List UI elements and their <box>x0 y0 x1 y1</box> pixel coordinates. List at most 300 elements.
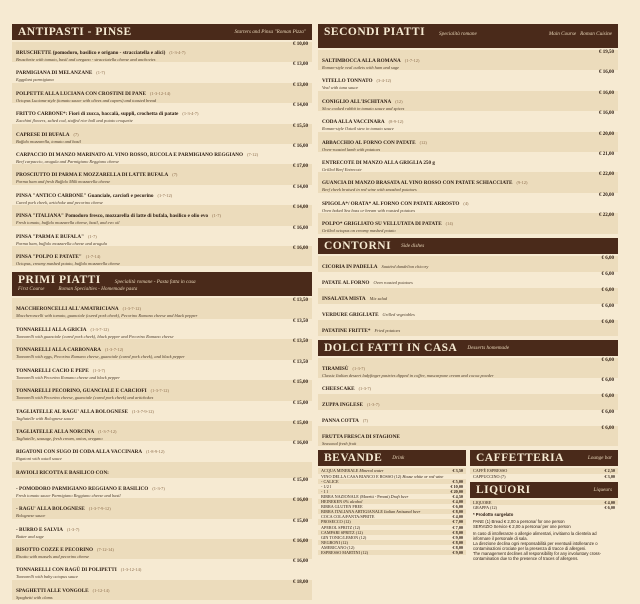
secondi-list <box>318 50 618 234</box>
primi-header <box>12 272 312 296</box>
liquori-title: LIQUORI <box>476 483 531 496</box>
menu-item-text <box>322 193 595 213</box>
drink-item-name: BIRRA GLUTEN FREE <box>321 504 363 510</box>
menu-item-name: RIGATONI CON SUGO DI CODA ALLA VACCINARA <box>16 449 143 456</box>
drink-item-price: € 7,00 <box>452 524 463 530</box>
drink-item-allergens: (12) <box>489 504 497 510</box>
menu-item-price: € 13,50 <box>293 339 308 345</box>
menu-item-line <box>322 50 595 66</box>
menu-item-price: € 6,00 <box>601 255 614 261</box>
liquori-subtitle: Liqueurs <box>593 486 612 493</box>
menu-item-text <box>322 358 598 378</box>
menu-item-text <box>16 124 289 144</box>
menu-item-desc: Beef cheek braised in red wine with smashed potatoes <box>322 187 417 193</box>
menu-item <box>318 426 618 446</box>
drink-item-allergens: (12) <box>361 549 368 555</box>
menu-item-allergens: (1-3-7-12) <box>122 306 141 312</box>
menu-item-name: CHEESCAKE <box>322 386 355 393</box>
drink-item-desc: 0% alcohol <box>343 499 363 505</box>
contorni-subtitle: Side dishes <box>401 242 425 249</box>
drink-item-price: € 3,00 <box>604 473 615 479</box>
drink-item-name: AMERICANO <box>321 544 347 550</box>
menu-item-price: € 13,50 <box>293 318 308 324</box>
drink-item-price: € 20,00 <box>450 488 463 494</box>
note-allergie: In caso di intolleranze o allergie alimentari, invitiamo la clientela ad informare il personale di sala. <box>473 530 597 541</box>
menu-item-desc: Sautéed dandelion chicory <box>381 263 429 269</box>
drink-item-price: € 8,00 <box>452 529 463 535</box>
menu-item <box>12 205 312 225</box>
menu-item-price: € 16,00 <box>599 70 614 76</box>
menu-item-allergens: (12) <box>395 98 403 104</box>
menu-item-allergens: (8-9-12) <box>388 119 404 125</box>
menu-item-line <box>16 401 289 417</box>
left-page <box>12 24 312 604</box>
drink-item-name: - CALICE <box>321 478 339 484</box>
drink-item-name: CAMPARI SPRITZ <box>321 529 355 535</box>
drinks-area <box>318 450 618 562</box>
menu-item-text <box>322 410 598 426</box>
caffetteria-header <box>470 450 618 466</box>
menu-item-text <box>16 226 289 246</box>
menu-item-desc: Tonnarelli with Pecorino cheese, guanciale (cured pork cheek) and artichokes <box>16 395 154 401</box>
caffetteria-column <box>470 450 618 562</box>
liquori-list <box>470 500 618 510</box>
menu-item-line <box>322 272 598 288</box>
menu-item-price: € 16,00 <box>293 441 308 447</box>
menu-item-desc: Oven-roasted lamb with potatoes <box>322 146 381 152</box>
menu-item-name: FRUTTA FRESCA DI STAGIONE <box>322 434 400 441</box>
drink-item-text <box>473 474 505 479</box>
menu-item-desc: Fresh tomato, buffalo mozzarella cheese, basil, and evo oil <box>16 220 120 226</box>
menu-item-desc: Parma ham, buffalo mozzarella cheese and arugula <box>16 240 107 246</box>
menu-item-name: CODA ALLA VACCINARA <box>322 119 385 126</box>
menu-item-text <box>16 462 304 478</box>
menu-item-desc: Octopus Luciana-style (tomato sauce with olives and capers) and toasted bread <box>16 97 157 103</box>
antipasti-subtitle: Starters and Pinsa "Roman Pizza" <box>234 29 306 35</box>
menu-item-text <box>16 539 289 559</box>
menu-item-line <box>16 441 289 457</box>
secondi-title: SECONDI PIATTI <box>324 26 426 38</box>
menu-item-name: ENTRECOTE DI MANZO ALLA GRIGLIA 250 g <box>322 160 435 167</box>
menu-item-allergens: (1-3-7-9-12) <box>131 408 154 414</box>
menu-item <box>12 185 312 205</box>
menu-item-name: - POMODORO PARMIGIANO REGGIANO E BASILICO <box>16 485 149 492</box>
menu-item-name: ZUPPA INGLESE <box>322 402 363 409</box>
antipasti-title: ANTIPASTI - PINSE <box>18 26 132 38</box>
menu-item-text <box>16 144 289 164</box>
menu-item-price: € 16,00 <box>293 559 308 565</box>
menu-item-price: € 21,00 <box>599 152 614 158</box>
drink-item-name: NEGRONI <box>321 539 340 545</box>
menu-item-text <box>322 272 598 288</box>
drink-item-allergens: (12) <box>394 473 402 479</box>
menu-item-name: RISOTTO COZZE E PECORINO <box>16 546 94 553</box>
drink-item-name: CAFFÈ ESPRESSO <box>473 468 508 474</box>
menu-item-text <box>16 339 289 359</box>
menu-item-name: PINSA "ITALIANA" Pomodoro fresco, mozzarella di latte di bufala, basilico e olio evo <box>16 213 209 220</box>
menu-item-text <box>322 426 598 446</box>
menu-item-price: € 18,00 <box>293 579 308 585</box>
menu-item <box>318 288 618 304</box>
menu-item-name: BRUSCHETTE (pomodoro, basilico e origano - stracciatella e alici) <box>16 50 166 56</box>
drink-item-name: COCA COLA/FANTA/SPRITE <box>321 514 375 520</box>
drink-item-price: € 4,00 <box>452 514 463 520</box>
contorni-section <box>318 238 618 336</box>
menu-item <box>318 304 618 320</box>
menu-item-desc: Tonnarelli with Pecorino Romano cheese and black pepper <box>16 374 120 380</box>
menu-item-text <box>16 103 289 123</box>
menu-item-line <box>16 559 289 575</box>
menu-item-name: PINSA "PARMA E BUFALA" <box>16 233 84 240</box>
drink-item-allergens: (12) <box>359 534 367 540</box>
menu-item-price: € 16,00 <box>599 111 614 117</box>
menu-item-name: MACCHERONCELLI ALL'AMATRICIANA <box>16 306 119 313</box>
menu-item-price: € 15,00 <box>293 380 308 386</box>
menu-item-text <box>322 132 595 152</box>
menu-item-line <box>16 319 289 335</box>
menu-item-name: TONNARELLI ALLA GRICIA <box>16 326 87 333</box>
menu-item-allergens: (1-3-7-12) <box>150 388 169 394</box>
menu-item <box>318 213 618 233</box>
antipasti-section <box>12 24 312 266</box>
menu-item-price: € 20,00 <box>599 131 614 137</box>
menu-item <box>318 50 618 70</box>
menu-item-line <box>322 304 598 320</box>
bevande-subtitle: Drink <box>392 455 405 462</box>
drink-item-allergens: (12) <box>343 519 351 525</box>
menu-item <box>12 462 312 478</box>
menu-item-line <box>16 103 289 119</box>
menu-item-line <box>322 320 598 336</box>
primi-subtitle-en1: First Course <box>18 286 45 293</box>
drink-item-name: APEROL SPRITZ <box>321 524 353 530</box>
menu-item-text <box>16 498 289 518</box>
antipasti-header <box>12 24 312 40</box>
menu-item-allergens: (1-7) <box>212 213 221 219</box>
menu-item-line <box>322 111 595 127</box>
menu-item-name: GUANCIA DI MANZO BRASATA AL VINO ROSSO CON PATATE SCHIACCIATE <box>322 180 513 187</box>
menu-item <box>12 298 312 318</box>
dolci-list <box>318 358 618 447</box>
menu-item-price: € 16,00 <box>293 225 308 231</box>
menu-item <box>12 498 312 518</box>
menu-item-allergens: (1-3-7-12) <box>104 347 124 353</box>
menu-item-line <box>322 91 595 107</box>
menu-item-name: PANNA COTTA <box>322 418 359 425</box>
drink-item-name: ACQUA MINERALE <box>321 468 359 474</box>
menu-item-text <box>322 320 598 336</box>
drink-item-name: LIQUORE <box>473 499 492 505</box>
drink-item-price: € 7,00 <box>452 519 463 525</box>
drink-item-price: € 9,00 <box>452 534 463 540</box>
menu-item-allergens: (1-3-7) <box>352 365 365 371</box>
menu-item-desc: Classic Italian dessert ladyfinger pastries dipped in coffee, mascarpone cream and cocoa powder <box>322 372 494 378</box>
menu-item-desc: Veal with tuna sauce <box>322 85 359 91</box>
menu-item-name: PATATE AL FORNO <box>322 279 370 286</box>
menu-item <box>12 103 312 123</box>
menu-item <box>318 132 618 152</box>
secondi-subtitle-en1: Main Course <box>548 31 577 37</box>
drink-item-allergens: (12) <box>340 539 348 545</box>
drink-item-price: € 4,00 <box>452 499 463 505</box>
menu-item-price: € 14,00 <box>293 205 308 211</box>
menu-item-allergens: (7-12) <box>247 152 259 158</box>
menu-item-price: € 15,00 <box>293 518 308 524</box>
menu-item-desc: Slow cooked rabbit in tomato sauce and spices <box>322 105 405 111</box>
menu-item-line <box>16 246 289 262</box>
menu-item-desc: Fried potatoes <box>374 327 401 333</box>
menu-item <box>12 246 312 266</box>
menu-item-price: € 16,00 <box>293 144 308 150</box>
drink-item-allergens: (12) <box>355 529 363 535</box>
menu-item-name: TAGLIATELLE AL RAGU' ALLA BOLOGNESE <box>16 408 128 415</box>
menu-item-name: CARPACCIO DI MANZO MARINATO AL VINO ROSSO, RUCOLA E PARMIGIANO REGGIANO <box>16 152 244 159</box>
menu-item-text <box>16 185 289 205</box>
menu-item-price: € 6,00 <box>601 426 614 432</box>
caffetteria-subtitle: Lounge bar <box>587 455 612 462</box>
menu-item <box>12 441 312 461</box>
menu-item-desc: Roman-style veal cutlets with ham and sage <box>322 65 400 70</box>
menu-item-line <box>16 360 289 376</box>
menu-item-price: € 16,00 <box>293 246 308 252</box>
menu-item-allergens: (7-12-14) <box>97 546 114 552</box>
menu-item-desc: Cured pork cheek, artichoke and pecorino cheese <box>16 199 104 205</box>
menu-item-price: € 22,00 <box>599 172 614 178</box>
note-servizio: SERVIZIO Service € 2,00 a persona/ per one person <box>473 523 571 529</box>
drink-item-desc: Mineral water <box>359 468 384 474</box>
bevande-section <box>318 450 466 562</box>
menu-item-name: POLPO* GRIGLIATO SU VELLUTATA DI PATATE <box>322 221 442 228</box>
menu-item-allergens: (1-3-7-9-12) <box>88 506 111 512</box>
menu-item-desc: Rigatoni with oxtail sauce <box>16 456 62 462</box>
menu-item-line <box>322 132 595 148</box>
drink-item-desc: Italian Artisanal beer <box>384 509 421 515</box>
menu-item-allergens: (1-3-12-14) <box>120 567 142 573</box>
drink-item-price: € 6,00 <box>452 504 463 510</box>
drink-item-allergens: (12) <box>353 524 361 530</box>
menu-item-price: € 20,00 <box>599 192 614 198</box>
drink-item <box>318 550 466 555</box>
menu-item-text <box>16 42 289 62</box>
drink-item-name: - 1 l <box>321 488 328 494</box>
drink-item-price: € 3,50 <box>452 468 463 474</box>
menu-item-line <box>322 378 598 394</box>
menu-item <box>12 226 312 246</box>
antipasti-list <box>12 42 312 266</box>
menu-item-line <box>16 498 289 514</box>
menu-item-line <box>16 298 289 314</box>
menu-item <box>12 164 312 184</box>
menu-item-name: FRITTO CARBONE*: Fiori di zucca, baccalà, suppli, crochetta di patate <box>16 111 179 118</box>
menu-item-line <box>322 288 598 304</box>
menu-item-text <box>16 478 289 498</box>
menu-item <box>318 394 618 410</box>
drink-item-name: BIRRA ITALIANA ARTIGIANALE <box>321 509 383 515</box>
drink-item-name: HEINEKEN <box>321 499 343 505</box>
menu-item-text <box>16 519 289 539</box>
menu-item-allergens: (1-3-7) <box>152 485 165 491</box>
menu-item <box>12 62 312 82</box>
menu-item-price: € 15,50 <box>293 123 308 129</box>
menu-item-price: € 6,00 <box>601 287 614 293</box>
drink-item-name: ESPRESSO MARTINI <box>321 549 360 555</box>
menu-item-allergens: (9-12) <box>516 180 528 186</box>
menu-item-text <box>16 164 289 184</box>
menu-item <box>318 91 618 111</box>
menu-item-desc: Buffalo mozzarella, tomato and basil <box>16 138 81 144</box>
menu-item-line <box>322 193 595 209</box>
drink-item-name: GIN TONIC/LEMON <box>321 534 359 540</box>
menu-item-name: INSALATA MISTA <box>322 295 366 302</box>
menu-item-text <box>322 304 598 320</box>
menu-item-desc: Tagliatelle, sausage, fresh cream, onion, oregano <box>16 435 103 441</box>
menu-item-line <box>322 394 598 410</box>
menu-item-text <box>322 172 595 192</box>
menu-item-price: € 15,00 <box>293 420 308 426</box>
menu-item <box>12 580 312 600</box>
menu-item-desc: Spaghetti with clams <box>16 594 53 600</box>
menu-item-line <box>322 213 595 229</box>
drink-item-name: BIRRA NAZIONALE (Moretti - Peroni) <box>321 493 390 499</box>
menu-item <box>318 256 618 272</box>
menu-item-line <box>16 205 289 221</box>
secondi-subtitle-en2: Roman Cuisine <box>580 31 612 37</box>
menu-item <box>12 380 312 400</box>
menu-item-line <box>16 42 289 58</box>
drink-item-price: € 2,50 <box>604 468 615 474</box>
menu-item <box>318 272 618 288</box>
menu-item-line <box>16 144 289 160</box>
menu-item <box>12 319 312 339</box>
menu-item-price: € 13,50 <box>293 359 308 365</box>
menu-item-name: SPIGOLA*/ ORATA* AL FORNO CON PATATE ARROSTO <box>322 200 460 207</box>
contorni-list <box>318 256 618 336</box>
menu-item <box>12 401 312 421</box>
menu-item-text <box>16 298 289 318</box>
contorni-header <box>318 238 618 254</box>
menu-item-name: PINSA "POLPO E PATATE" <box>16 254 82 261</box>
menu-item-desc: Grilled octopus on creamy mashed potato <box>322 228 396 234</box>
drink-item-price: € 10,00 <box>450 483 463 489</box>
menu-item <box>12 478 312 498</box>
drink-item-name: PROSECCO <box>321 519 343 525</box>
menu-item-desc: Tonnarelli with guanciale (cured pork cheek), black pepper and Pecorino Romano cheese <box>16 333 174 339</box>
menu-item-price: € 17,00 <box>293 164 308 170</box>
menu-item-price: € 14,00 <box>293 103 308 109</box>
menu-item <box>12 339 312 359</box>
menu-item-name: PROSCIUTTO DI PARMA E MOZZARELLA DI LATTE BUFALA <box>16 172 169 179</box>
menu-item-text <box>16 246 289 266</box>
menu-item-allergens: (1-3-7) <box>358 386 372 392</box>
drink-item-name: CAPPUCCINO <box>473 473 500 479</box>
menu-item-allergens: (1-7) <box>87 233 97 239</box>
menu-item-allergens: (12) <box>419 139 427 145</box>
drink-item-desc: Draft beer <box>390 493 409 499</box>
menu-item <box>318 320 618 336</box>
menu-item-text <box>322 394 598 410</box>
menu-item <box>318 410 618 426</box>
menu-item-allergens: (1-3-7) <box>66 526 80 532</box>
menu-item-text <box>322 91 595 111</box>
menu-item <box>318 172 618 192</box>
menu-item-text <box>16 360 289 380</box>
menu-item-desc: Mix salad <box>369 295 388 301</box>
note-english: The management declines all responsibility for any involuntary cross-contamination due to the presence of traces of allergens. <box>473 550 602 561</box>
menu-item-name: CICORIA IN PADELLA <box>322 263 378 270</box>
drink-item-price: € 4,00 <box>604 499 615 505</box>
menu-item-allergens: (1-7-12) <box>404 58 420 63</box>
menu-item <box>12 83 312 103</box>
dolci-header <box>318 340 618 356</box>
menu-item-text <box>322 111 595 131</box>
menu-item-allergens: (1-12-14) <box>92 587 110 593</box>
menu-item <box>12 559 312 579</box>
menu-item <box>318 111 618 131</box>
menu-item <box>318 152 618 172</box>
menu-item-text <box>16 62 289 82</box>
drink-item-price: € 5,00 <box>452 478 463 484</box>
menu-item-line <box>16 580 289 596</box>
primi-title: PRIMI PIATTI <box>18 274 101 287</box>
menu-item-text <box>16 401 289 421</box>
right-page <box>318 24 618 563</box>
menu-item-price: € 16,00 <box>293 538 308 544</box>
menu-item-text <box>16 559 289 579</box>
menu-item-line <box>16 380 289 396</box>
menu-item-text <box>322 378 598 394</box>
note-surgelato: * Prodotto surgelato <box>473 511 514 517</box>
menu-item-desc: Butter and sage <box>16 533 44 539</box>
menu-item-desc: Oven baked Sea bass or bream with roasted potatoes <box>322 207 416 213</box>
menu-item-name: SPAGHETTI ALLE VONGOLE <box>16 587 89 594</box>
menu-item-name: PATATINE FRITTE* <box>322 327 371 334</box>
menu-item-desc: Beef carpaccio, arugula and Parmigiano Reggiano cheese <box>16 159 120 165</box>
drink-item-price: € 8,00 <box>452 539 463 545</box>
menu-item-name: VERDURE GRIGLIATE <box>322 311 379 318</box>
menu-item <box>318 358 618 378</box>
drink-item-text <box>321 550 368 555</box>
menu-item-desc: Bruschette with tomato, basil and oregano - stracciatella cheese and anchovies <box>16 57 156 62</box>
drink-item-allergens: (12) <box>347 544 355 550</box>
menu-item-line <box>16 421 289 437</box>
menu-item-price: € 14,00 <box>293 184 308 190</box>
bevande-title: BEVANDE <box>324 452 383 465</box>
notes-block <box>470 510 618 563</box>
caffetteria-list <box>470 468 618 478</box>
note-responsabilita: La direzione declina ogni responsabilità per eventuali intolleranze o contaminazioni crociate per la presenza di tracce di allergeni. <box>473 540 598 551</box>
menu-item-text <box>322 213 595 233</box>
menu-item <box>12 519 312 539</box>
secondi-section <box>318 24 618 234</box>
primi-subtitle-en2: Roman Specialties - Homemade pasta <box>58 286 138 293</box>
secondi-subtitle-it: Specialità romane <box>439 31 477 37</box>
menu-item-text <box>322 50 595 70</box>
drink-item-text <box>473 505 497 510</box>
drink-item-name: GRAPPA <box>473 504 489 510</box>
menu-item-line <box>16 339 289 355</box>
menu-item-allergens: (3-4-12) <box>376 78 392 84</box>
menu-item-allergens: (1-8-9-12) <box>146 449 165 455</box>
menu-item-desc: Bolognese sauce <box>16 513 46 519</box>
menu-item-allergens: (1-3-7-12) <box>98 428 117 434</box>
menu-item-text <box>16 380 289 400</box>
drink-item-name: VINO DELLA CASA BIANCO E ROSSO <box>321 473 394 479</box>
menu-item-desc: Roman-style Oxtail stew in tomato sauce <box>322 126 394 132</box>
menu-item <box>12 539 312 559</box>
contorni-title: CONTORNI <box>324 239 392 252</box>
menu-item-line <box>322 358 598 374</box>
menu-item-name: RAVIOLI RICOTTA E BASILICO CON: <box>16 469 109 476</box>
